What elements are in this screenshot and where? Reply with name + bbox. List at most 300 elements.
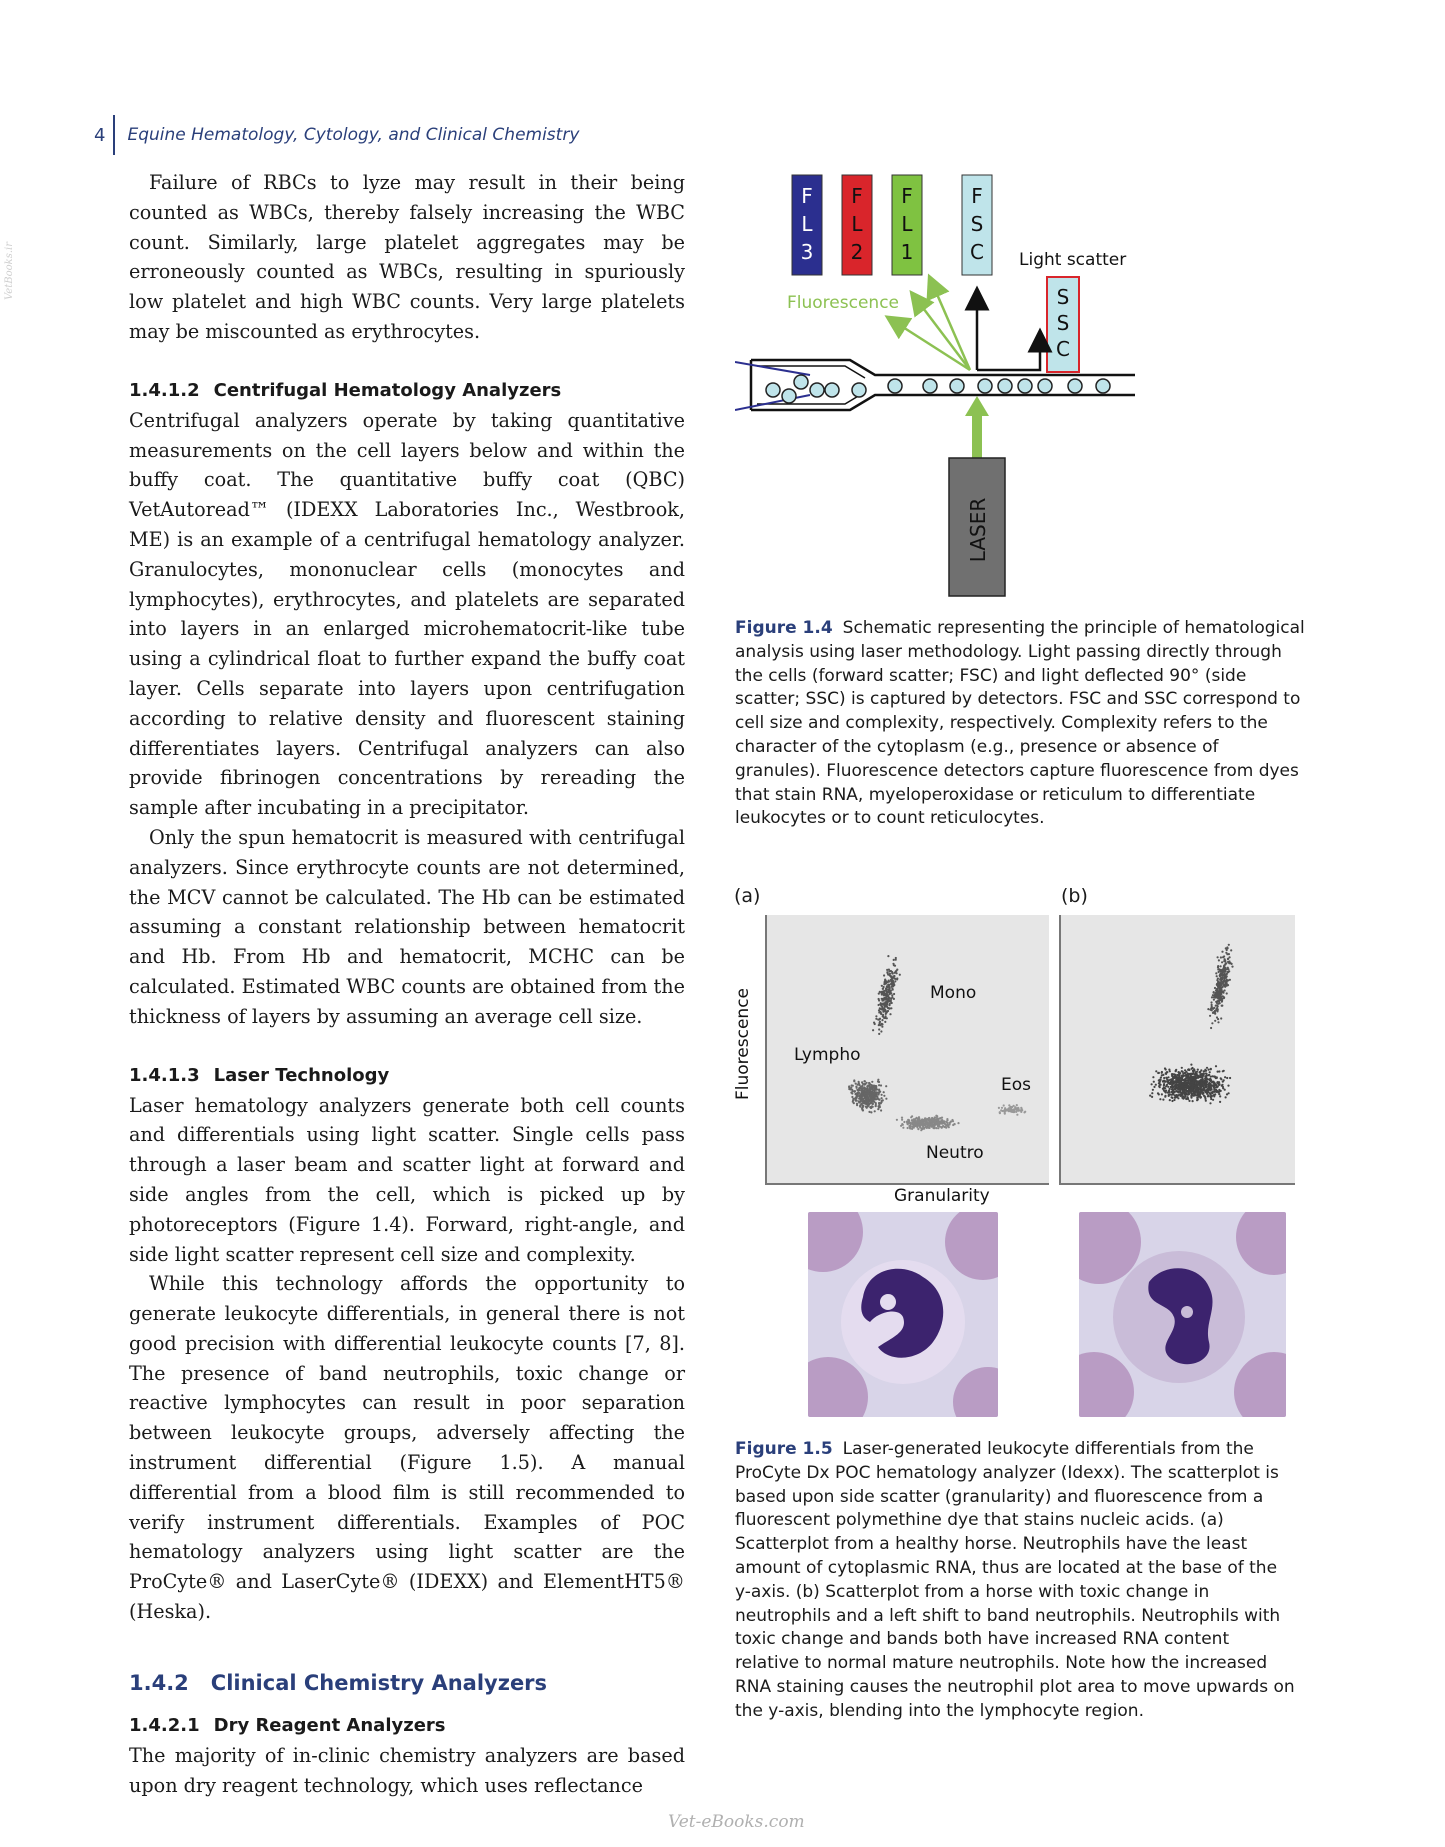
scatter-dot [1225,1096,1227,1098]
scatter-dot [881,1019,883,1021]
scatter-dot [868,1111,870,1113]
scatter-dot [1171,1097,1173,1099]
scatter-dot [1195,1090,1197,1092]
scatter-dot [1205,1083,1207,1085]
scatter-dot [1196,1074,1198,1076]
scatter-dot [1226,1093,1228,1095]
fluorescence-label: Fluorescence [787,293,899,313]
scatter-dot [875,1094,877,1096]
scatter-dot [863,1080,865,1082]
scatter-dot [1209,1009,1211,1011]
detector-letter: 2 [850,240,864,264]
scatterplot-b-canvas [1061,915,1295,1183]
footer-watermark: Vet-eBooks.com [668,1812,805,1832]
scatter-dot [1190,1097,1192,1099]
scatter-dot [872,1029,874,1031]
subsection-number: 1.4.2.1 [129,1714,200,1736]
scatter-dot [1218,981,1220,983]
scatter-dot [1197,1088,1199,1090]
scatter-dot [921,1120,923,1122]
scatter-dot [881,1094,883,1096]
scatter-dot [1211,996,1213,998]
scatter-dot [1155,1070,1157,1072]
scatter-dot [875,1089,877,1091]
scatter-dot [951,1119,953,1121]
scatter-dot [1208,1074,1210,1076]
scatter-dot [861,1107,863,1109]
scatter-dot [1161,1093,1163,1095]
laser-beam-head [965,396,989,416]
scatter-dot [883,1004,885,1006]
scatter-dot [857,1084,859,1086]
scatter-dot [1185,1085,1187,1087]
scatter-dot [1205,1085,1207,1087]
scatter-dot [1225,952,1227,954]
scatter-dot [1217,956,1219,958]
scatter-dot [878,1004,880,1006]
detector-letter: F [851,184,863,208]
scatter-dot [888,980,890,982]
detector-fl2 [842,175,872,275]
scatter-dot [1172,1075,1174,1077]
scatter-dot [859,1095,861,1097]
scatter-dot [883,983,885,985]
detector-letter: L [851,212,863,236]
scatter-dot [1205,1078,1207,1080]
scatter-dot [875,1018,877,1020]
scatter-dot [1205,1075,1207,1077]
scatter-dot [1177,1091,1179,1093]
scatter-dot [878,1102,880,1104]
scatter-dot [1161,1071,1163,1073]
scatter-dot [893,959,895,961]
scatter-dot [1219,985,1221,987]
scatter-dot [949,1123,951,1125]
scatter-dot [871,1091,873,1093]
scatter-dot [1215,1001,1217,1003]
scatter-dot [890,986,892,988]
scatter-dot [1004,1107,1006,1109]
scatter-dot [880,992,882,994]
scatter-dot [1163,1077,1165,1079]
cells-in-flow [766,375,1110,403]
scatter-dot [1220,983,1222,985]
scatter-dot [1159,1079,1161,1081]
scatter-dot [1213,1091,1215,1093]
scatter-dot [1021,1108,1023,1110]
scatter-dot [891,971,893,973]
scatter-dot [1151,1092,1153,1094]
scatter-dot [1188,1093,1190,1095]
scatter-dot [1162,1080,1164,1082]
scatter-dot [1224,967,1226,969]
scatter-dot [914,1120,916,1122]
scatter-dot [1201,1085,1203,1087]
scatter-dot [1177,1087,1179,1089]
scatter-dot [912,1126,914,1128]
scatter-dot [1169,1091,1171,1093]
scatter-dot [887,955,889,957]
figure-label: Figure 1.4 [735,618,833,638]
scatter-dot [1224,960,1226,962]
scatter-dot [1201,1090,1203,1092]
scatter-dot [1168,1095,1170,1097]
scatter-dot [1218,1083,1220,1085]
scatter-dot [1175,1083,1177,1085]
scatter-dot [1226,975,1228,977]
scatter-dot [1019,1109,1021,1111]
scatter-dot [901,1119,903,1121]
running-title: Equine Hematology, Cytology, and Clinical Chemistry [127,125,580,145]
panel-label-a: (a) [734,885,761,907]
scatter-dot [929,1125,931,1127]
scatter-dot [1203,1088,1205,1090]
scatter-dot [1207,1095,1209,1097]
scatter-dot [1172,1093,1174,1095]
scatter-dot [866,1088,868,1090]
page-number: 4 [94,124,106,146]
scatter-dot [888,970,890,972]
scatter-dot [1220,1017,1222,1019]
scatter-dot [1209,1102,1211,1104]
scatter-dot [1017,1109,1019,1111]
scatter-dot [882,1099,884,1101]
fluorescence-arrows [895,285,970,370]
scatterplot-b [1059,915,1295,1185]
scatter-dot [885,993,887,995]
scatter-dot [1227,979,1229,981]
scatter-dot [886,971,888,973]
scatter-dot [1185,1098,1187,1100]
scatter-dot [1200,1083,1202,1085]
scatter-dot [1174,1097,1176,1099]
scatter-dot [1161,1074,1163,1076]
scatter-dot [1190,1064,1192,1066]
scatter-dot [864,1083,866,1085]
scatter-dot [1203,1081,1205,1083]
scatter-dot [891,994,893,996]
scatter-dot [873,1086,875,1088]
detector-letter: C [1056,337,1070,361]
scatter-dot [851,1092,853,1094]
scatter-dot [1211,1022,1213,1024]
scatter-dot [930,1120,932,1122]
scatter-dot [1171,1078,1173,1080]
scatter-dot [945,1127,947,1129]
scatter-dot [895,970,897,972]
scatter-dot [889,1013,891,1015]
scatter-dot [885,1085,887,1087]
scatter-dot [890,984,892,986]
scatter-dot [1213,994,1215,996]
scatter-dot [1162,1099,1164,1101]
scatter-dot [1228,944,1230,946]
scatter-dot [1227,971,1229,973]
scatter-dot [874,1110,876,1112]
figure-label: Figure 1.5 [735,1439,833,1459]
scatter-dot [1192,1093,1194,1095]
scatter-dot [1188,1088,1190,1090]
scatter-dot [1206,1067,1208,1069]
scatter-dot [883,1017,885,1019]
scatter-dot [1205,1072,1207,1074]
scatter-dot [1212,1099,1214,1101]
scatter-dot [1225,962,1227,964]
scatter-dot [1008,1104,1010,1106]
scatter-dot [875,1102,877,1104]
scatter-dot [862,1105,864,1107]
scatter-dot [938,1124,940,1126]
scatter-dot [1165,1073,1167,1075]
scatter-dot [933,1126,935,1128]
scatter-dot [882,998,884,1000]
scatter-dot [1226,992,1228,994]
scatter-dot [1213,999,1215,1001]
scatter-dot [1222,1070,1224,1072]
scatter-dot [1159,1098,1161,1100]
scatter-dot [1213,1082,1215,1084]
scatter-dot [937,1120,939,1122]
paragraph-leukocyte-differentials: While this technology affords the opportunity to generate leukocyte differentials, in general there is not good precision with differential leukocyte counts [7, 8]. The presence of band neutrophils, toxic change or reactive lymphocytes can result in poor separation between leukocyte groups, adversely affecting the instrument differential (Figure 1.5). A manual differential from a blood film is still recommended to verify instrument differentials. Examples of POC hematology analyzers using light scatter are the ProCyte® and LaserCyte® (IDEXX) and ElementHT5® (Heska). [129,1272,685,1624]
detector-ssc [1047,277,1079,372]
scatter-dot [868,1082,870,1084]
scatter-dot [1224,973,1226,975]
scatter-dot [860,1085,862,1087]
subsection-heading-dry-reagent [129,1711,685,1741]
detector-fl1 [892,175,922,275]
scatter-dot [1164,1081,1166,1083]
scatter-dot [867,1090,869,1092]
scatter-dot [1218,971,1220,973]
scatter-dot [882,1015,884,1017]
scatter-dot [1197,1081,1199,1083]
scatter-dot [891,975,893,977]
scatter-dot [1213,1088,1215,1090]
scatter-dot [939,1117,941,1119]
scatter-dot [1182,1074,1184,1076]
left-column [129,168,685,1800]
scatter-dot [1222,1086,1224,1088]
scatter-dot [907,1127,909,1129]
scatter-dot [999,1111,1001,1113]
scatterplot-a [765,915,1049,1185]
scatter-dot [1220,987,1222,989]
light-scatter-label: Light scatter [1019,250,1127,270]
scatter-dot [1221,1005,1223,1007]
detector-fsc [962,175,992,275]
scatter-dot [1188,1100,1190,1102]
scatter-dot [933,1119,935,1121]
scatter-dot [1180,1081,1182,1083]
side-scatter-arrow [977,340,1040,370]
scatter-dot [1210,1027,1212,1029]
scatter-dot [911,1128,913,1130]
scatter-dot [1207,1008,1209,1010]
scatter-dot [1220,956,1222,958]
scatter-dot [877,1019,879,1021]
scatter-dot [1003,1104,1005,1106]
scatter-dot [1217,965,1219,967]
scatter-dot [1196,1071,1198,1073]
scatter-dot [934,1116,936,1118]
scatter-dot [940,1122,942,1124]
scatter-dot [854,1091,856,1093]
scatter-dot [1228,953,1230,955]
scatter-dot [848,1088,850,1090]
header-rule [113,115,115,155]
x-axis-label: Granularity [894,1186,990,1206]
scatter-dot [1192,1076,1194,1078]
scatter-dot [1181,1070,1183,1072]
scatter-dot [1216,1077,1218,1079]
scatter-dot [877,1080,879,1082]
scatter-dot [1230,949,1232,951]
scatter-dot [883,1007,885,1009]
scatter-dot [1165,1068,1167,1070]
scatter-dot [935,1115,937,1117]
scatter-dot [1169,1099,1171,1101]
scatter-dot [878,1093,880,1095]
scatter-dot [899,974,901,976]
scatter-dot [916,1122,918,1124]
scatter-dot [878,1011,880,1013]
scatter-dot [1184,1093,1186,1095]
subsection-title: Dry Reagent Analyzers [213,1714,446,1736]
scatter-dot [872,1089,874,1091]
scatter-dot [1218,995,1220,997]
scatter-dot [1217,1003,1219,1005]
scatter-dot [883,1091,885,1093]
scatter-dot [1219,1101,1221,1103]
scatter-dot [1153,1086,1155,1088]
scatter-dot [881,1097,883,1099]
scatter-dot [880,1013,882,1015]
scatter-dot [1217,1018,1219,1020]
scatter-dot [878,998,880,1000]
detector-letter: F [971,184,983,208]
scatter-dot [860,1103,862,1105]
scatter-dot [1200,1069,1202,1071]
scatter-dot [1014,1106,1016,1108]
scatter-dot [894,980,896,982]
scatter-dot [902,1127,904,1129]
scatter-dot [855,1093,857,1095]
scatter-dot [889,1003,891,1005]
side-watermark: VetBooks.ir [4,242,15,300]
scatter-dot [1209,1088,1211,1090]
scatter-dot [881,985,883,987]
scatter-dot [870,1111,872,1113]
scatter-dot [1226,984,1228,986]
scatter-dot [919,1127,921,1129]
scatter-dot [878,1098,880,1100]
scatter-dot [865,1091,867,1093]
scatter-dot [1197,1069,1199,1071]
scatter-dot [1216,984,1218,986]
cluster-label-mono: Mono [930,983,977,1003]
scatter-dot [865,1100,867,1102]
cluster-label-lympho: Lympho [794,1045,861,1065]
scatter-dot [890,980,892,982]
scatter-dot [1172,1087,1174,1089]
scatter-dot [1016,1104,1018,1106]
scatter-dot [1193,1094,1195,1096]
scatter-dot [902,1124,904,1126]
detector-letter: 1 [900,240,914,264]
scatter-dot [873,1022,875,1024]
scatter-dot [1222,1081,1224,1083]
subsection-number: 1.4.1.3 [129,1064,200,1086]
scatter-dot [894,978,896,980]
detector-letter: 3 [800,240,814,264]
scatter-dot [862,1102,864,1104]
scatter-dot [869,1086,871,1088]
scatter-dot [854,1097,856,1099]
scatter-dot [1211,1004,1213,1006]
scatter-dot [910,1122,912,1124]
scatter-dot [1210,1068,1212,1070]
scatter-dot [1215,1065,1217,1067]
scatter-dot [1208,1084,1210,1086]
scatter-dot [873,1093,875,1095]
scatter-dot [1185,1089,1187,1091]
scatter-dot [935,1127,937,1129]
scatter-dot [893,993,895,995]
scatter-dot [1218,959,1220,961]
scatter-dot [1176,1096,1178,1098]
scatter-dot [858,1088,860,1090]
scatter-dot [1188,1090,1190,1092]
scatter-dot [1227,958,1229,960]
scatter-dot [884,1021,886,1023]
scatter-dot [1224,1089,1226,1091]
detector-letter: F [801,184,813,208]
scatter-dot [1223,997,1225,999]
scatter-dot [1224,980,1226,982]
caption-text: Laser-generated leukocyte differentials from the ProCyte Dx POC hematology analyzer (Idexx). The scatterplot is based upon side scatter (granularity) and fluorescence from a fluorescent polymethine dye that stains nucleic acids. (a) Scatterplot from a healthy horse. Neutrophils have the least amount of cytoplasmic RNA, thus are located at the base of the y-axis. (b) Scatterplot from a horse with toxic change in neutrophils and a left shift to band neutrophils. Neutrophils with toxic change and bands both have increased RNA content relative to normal mature neutrophils. Note how the increased RNA staining causes the neutrophil plot area to move upwards on the y-axis, blending into the lymphocyte region. [735,1439,1295,1721]
sheath-flow-arrow [735,362,810,375]
scatter-dot [858,1081,860,1083]
scatter-dot [859,1101,861,1103]
subsection-number: 1.4.1.2 [129,379,200,401]
scatter-dot [1216,1081,1218,1083]
scatter-dot [1171,1081,1173,1083]
scatter-dot [872,1103,874,1105]
scatter-dot [917,1119,919,1121]
scatter-dot [1210,1001,1212,1003]
scatter-dot [856,1095,858,1097]
subsection-title: Centrifugal Hematology Analyzers [213,379,562,401]
scatter-dot [1222,984,1224,986]
scatter-dot [941,1127,943,1129]
scatter-dot [917,1128,919,1130]
scatter-dot [1220,991,1222,993]
scatter-dot [1213,1007,1215,1009]
scatter-dot [1209,1015,1211,1017]
scatter-dot [879,1091,881,1093]
scatter-dot [886,995,888,997]
scatter-dot [881,1026,883,1028]
detector-letter: S [1056,285,1070,309]
scatter-dot [1227,1085,1229,1087]
scatter-dot [885,997,887,999]
scatter-dot [1195,1077,1197,1079]
scatter-dot [1191,1088,1193,1090]
scatter-dot [1202,1075,1204,1077]
scatter-dot [881,1023,883,1025]
scatter-dot [896,977,898,979]
scatter-dot [1212,1092,1214,1094]
